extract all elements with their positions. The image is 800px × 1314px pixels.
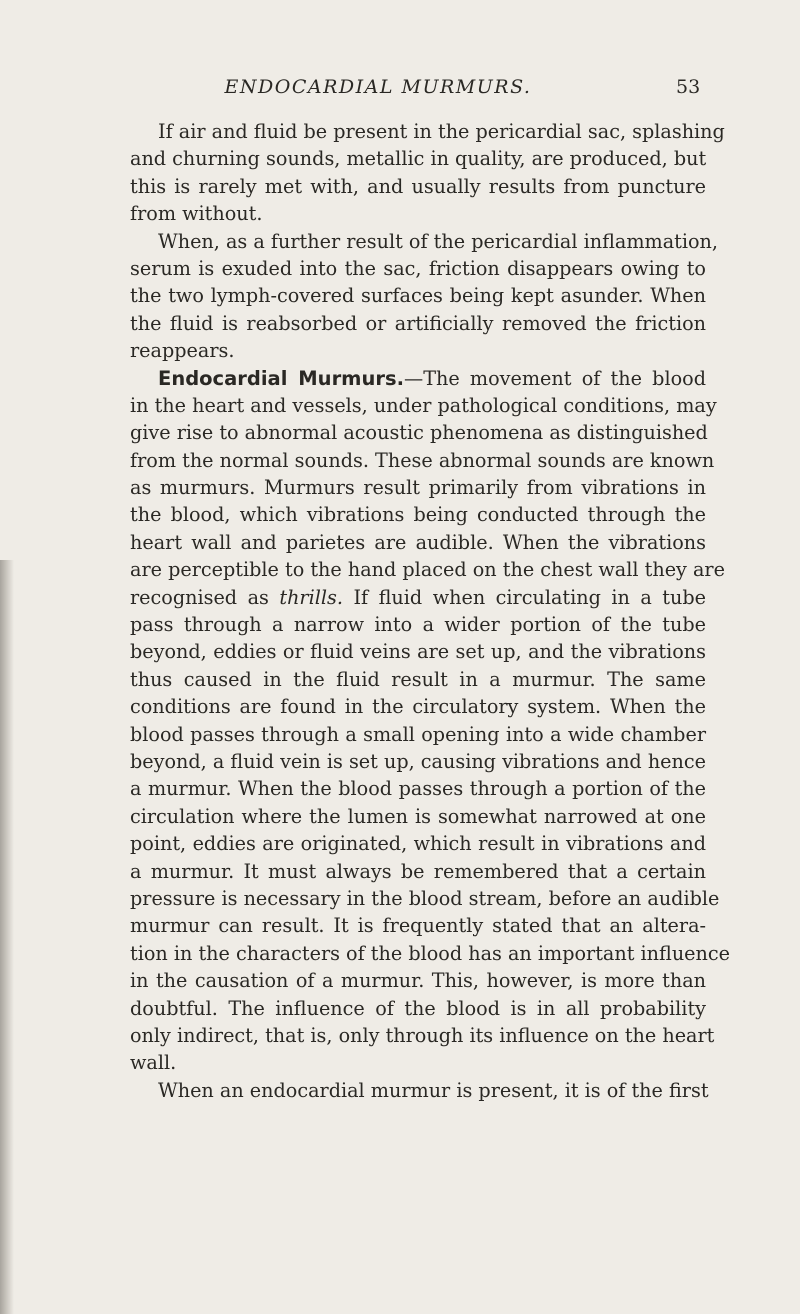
text-line: in the causation of a murmur. This, however, is more than <box>130 969 706 993</box>
text-line: When an endocardial murmur is present, it is of the first <box>158 1078 709 1102</box>
text-line: When, as a further result of the pericardial inflammation, <box>158 229 719 253</box>
text-line: give rise to abnormal acoustic phenomena as distinguished <box>130 421 708 445</box>
text-line: this is rarely met with, and usually results from puncture <box>130 174 706 198</box>
text-line: doubtful. The influence of the blood is in all probability <box>130 996 706 1020</box>
text-line: conditions are found in the circulatory system. When the <box>130 695 706 719</box>
thrills-term: thrills. <box>279 585 343 609</box>
text-line: a murmur. It must always be remembered that a certain <box>130 859 706 883</box>
text-line: reappears. <box>130 339 235 363</box>
text-line: murmur can result. It is frequently stated that an altera- <box>130 914 706 938</box>
page-header <box>0 76 800 106</box>
text-line: in the heart and vessels, under pathological conditions, may <box>130 393 717 417</box>
page-gutter-shadow <box>0 560 14 1314</box>
thrills-line-before: recognised as <box>130 585 280 609</box>
section-heading-line <box>130 365 706 392</box>
text-line: pressure is necessary in the blood stream, before an audible <box>130 886 720 910</box>
text-line: point, eddies are originated, which result in vibrations and <box>130 832 706 856</box>
text-line: from the normal sounds. These abnormal sounds are known <box>130 448 715 472</box>
thrills-line <box>130 584 706 611</box>
text-line: thus caused in the fluid result in a murmur. The same <box>130 667 706 691</box>
text-line: beyond, a fluid vein is set up, causing vibrations and hence <box>130 749 706 773</box>
text-line: circulation where the lumen is somewhat narrowed at one <box>130 804 706 828</box>
text-line: the fluid is reabsorbed or artificially removed the friction <box>130 311 706 335</box>
text-line: are perceptible to the hand placed on the chest wall they are <box>130 558 725 582</box>
text-line: and churning sounds, metallic in quality, are produced, but <box>130 147 707 171</box>
text-line: the two lymph-covered surfaces being kept asunder. When <box>130 284 706 308</box>
body-text <box>130 118 730 1104</box>
text-line: wall. <box>130 1051 177 1075</box>
text-line: beyond, eddies or fluid veins are set up, and the vibrations <box>130 640 706 664</box>
text-line: blood passes through a small opening into a wide chamber <box>130 722 706 746</box>
section-heading-continuation: —The movement of the blood <box>404 366 706 390</box>
text-line: heart wall and parietes are audible. When the vibrations <box>130 530 706 554</box>
text-line: only indirect, that is, only through its influence on the heart <box>130 1023 715 1047</box>
text-line: the blood, which vibrations being conducted through the <box>130 503 706 527</box>
thrills-line-after: If fluid when circulating in a tube <box>342 585 706 609</box>
text-line: serum is exuded into the sac, friction disappears owing to <box>130 256 706 280</box>
running-title: ENDOCARDIAL MURMURS. <box>224 76 532 98</box>
text-line: a murmur. When the blood passes through a portion of the <box>130 777 706 801</box>
section-heading: Endocardial Murmurs. <box>158 366 405 390</box>
page-number: 53 <box>676 76 701 98</box>
text-line: If air and fluid be present in the pericardial sac, splashing <box>158 120 725 143</box>
text-line: as murmurs. Murmurs result primarily from vibrations in <box>130 476 706 500</box>
text-line: from without. <box>130 202 263 226</box>
text-line: tion in the characters of the blood has an important influence <box>130 941 730 965</box>
text-line: pass through a narrow into a wider portion of the tube <box>130 613 706 637</box>
